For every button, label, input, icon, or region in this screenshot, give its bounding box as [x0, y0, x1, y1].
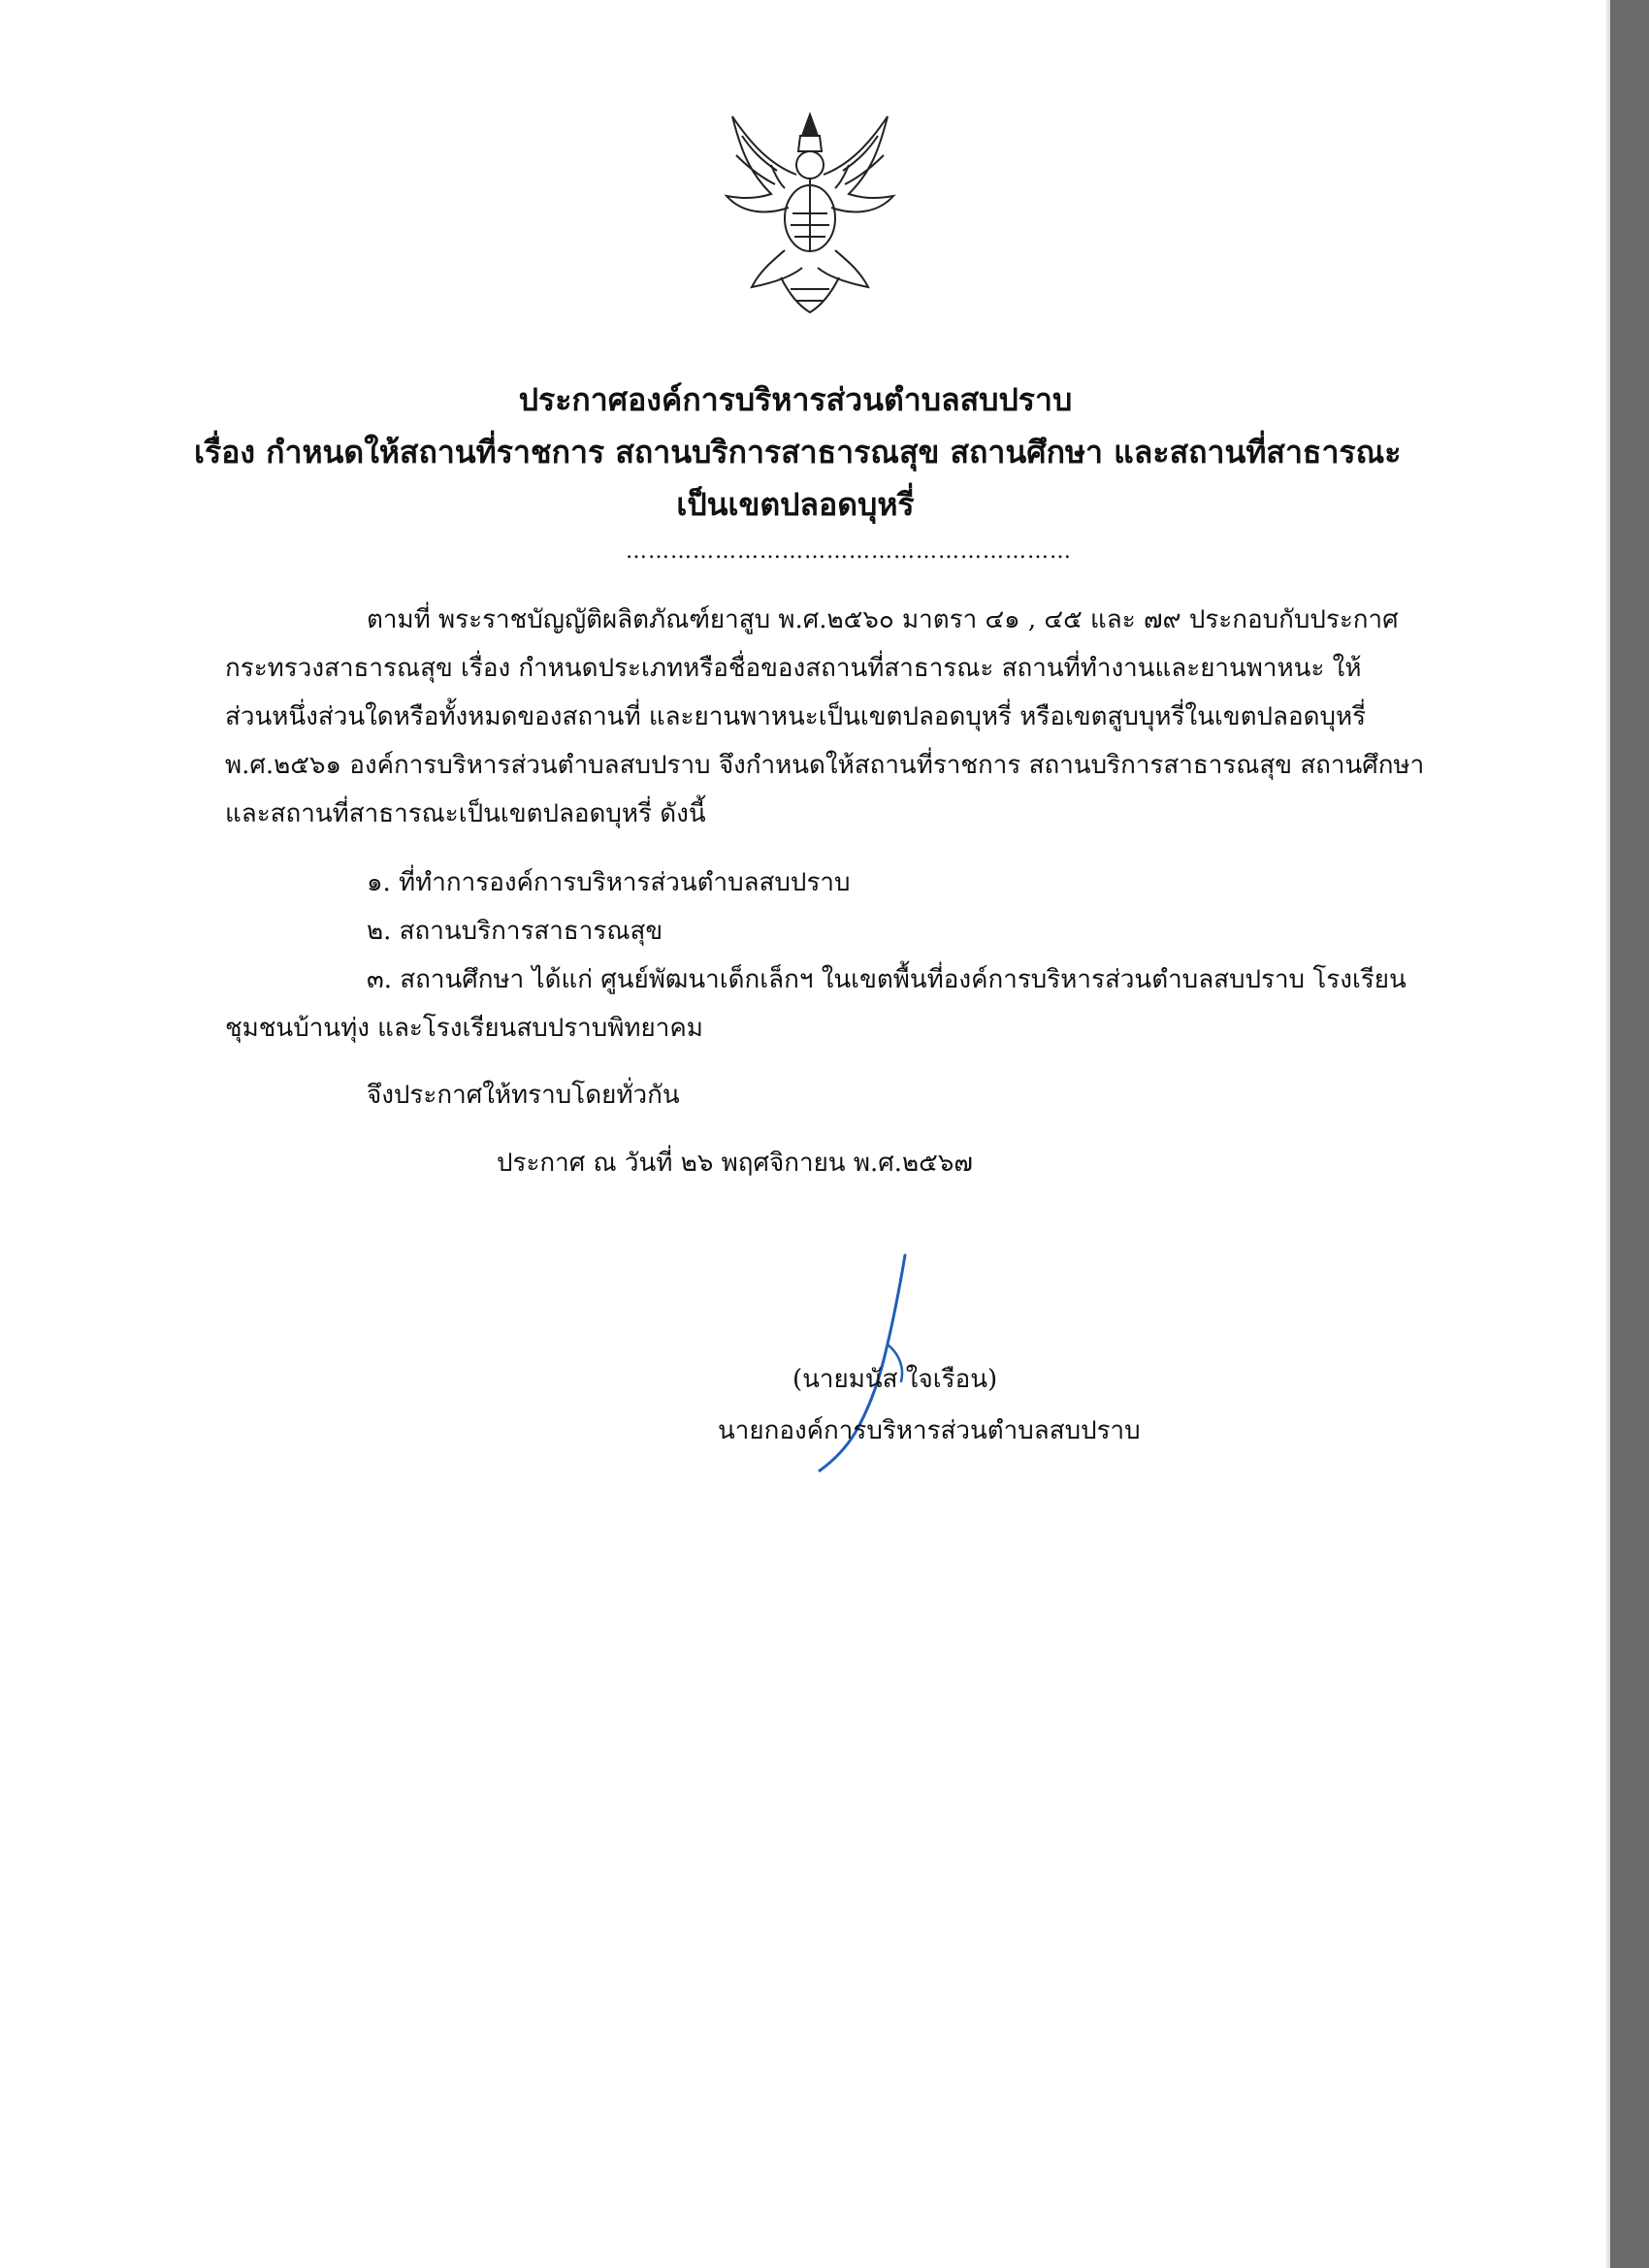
- announcement-date: ประกาศ ณ วันที่ ๒๖ พฤศจิกายน พ.ศ.๒๕๖๗: [497, 1149, 973, 1178]
- garuda-emblem-icon: [713, 107, 907, 320]
- announcement-subject-continued: เป็นเขตปลอดบุหรี่: [676, 486, 915, 523]
- announcement-subject: เรื่อง กำหนดให้สถานที่ราชการ สถานบริการสาธารณสุข สถานศึกษา และสถานที่สาธารณะ: [194, 434, 1402, 470]
- announcement-title: ประกาศองค์การบริหารส่วนตำบลสบปราบ: [518, 381, 1073, 418]
- paragraph-line: กระทรวงสาธารณสุข เรื่อง กำหนดประเภทหรือชื่อของสถานที่สาธารณะ สถานที่ทำงานและยานพาหนะ ให้: [225, 654, 1362, 683]
- closing-statement: จึงประกาศให้ทราบโดยทั่วกัน: [367, 1081, 680, 1110]
- paragraph-line: ส่วนหนึ่งส่วนใดหรือทั้งหมดของสถานที่ และยานพาหนะเป็นเขตปลอดบุหรี่ หรือเขตสูบบุหรี่ในเขตปลอดบุหรี่: [225, 702, 1367, 731]
- list-item: ๓. สถานศึกษา ได้แก่ ศูนย์พัฒนาเด็กเล็กฯ ในเขตพื้นที่องค์การบริหารส่วนตำบลสบปราบ โรงเรียน: [367, 965, 1406, 994]
- signatory-name: (นายมนัส ใจเรือน): [792, 1365, 998, 1394]
- scan-edge-bar: [1610, 0, 1649, 2268]
- title-divider: ……………………………………………………: [626, 539, 1072, 564]
- paragraph-line: และสถานที่สาธารณะเป็นเขตปลอดบุหรี่ ดังนี้: [225, 799, 706, 828]
- list-item: ๒. สถานบริการสาธารณสุข: [367, 917, 663, 946]
- list-item-continuation: ชุมชนบ้านทุ่ง และโรงเรียนสบปราบพิทยาคม: [225, 1014, 703, 1043]
- list-item: ๑. ที่ทำการองค์การบริหารส่วนตำบลสบปราบ: [367, 868, 851, 897]
- paragraph-line: พ.ศ.๒๕๖๑ องค์การบริหารส่วนตำบลสบปราบ จึงกำหนดให้สถานที่ราชการ สถานบริการสาธารณสุข สถานศึกษา: [225, 751, 1425, 780]
- signatory-position: นายกองค์การบริหารส่วนตำบลสบปราบ: [718, 1416, 1141, 1445]
- paragraph-line: ตามที่ พระราชบัญญัติผลิตภัณฑ์ยาสูบ พ.ศ.๒๕๖๐ มาตรา ๔๑ , ๔๕ และ ๗๙ ประกอบกับประกาศ: [367, 605, 1399, 634]
